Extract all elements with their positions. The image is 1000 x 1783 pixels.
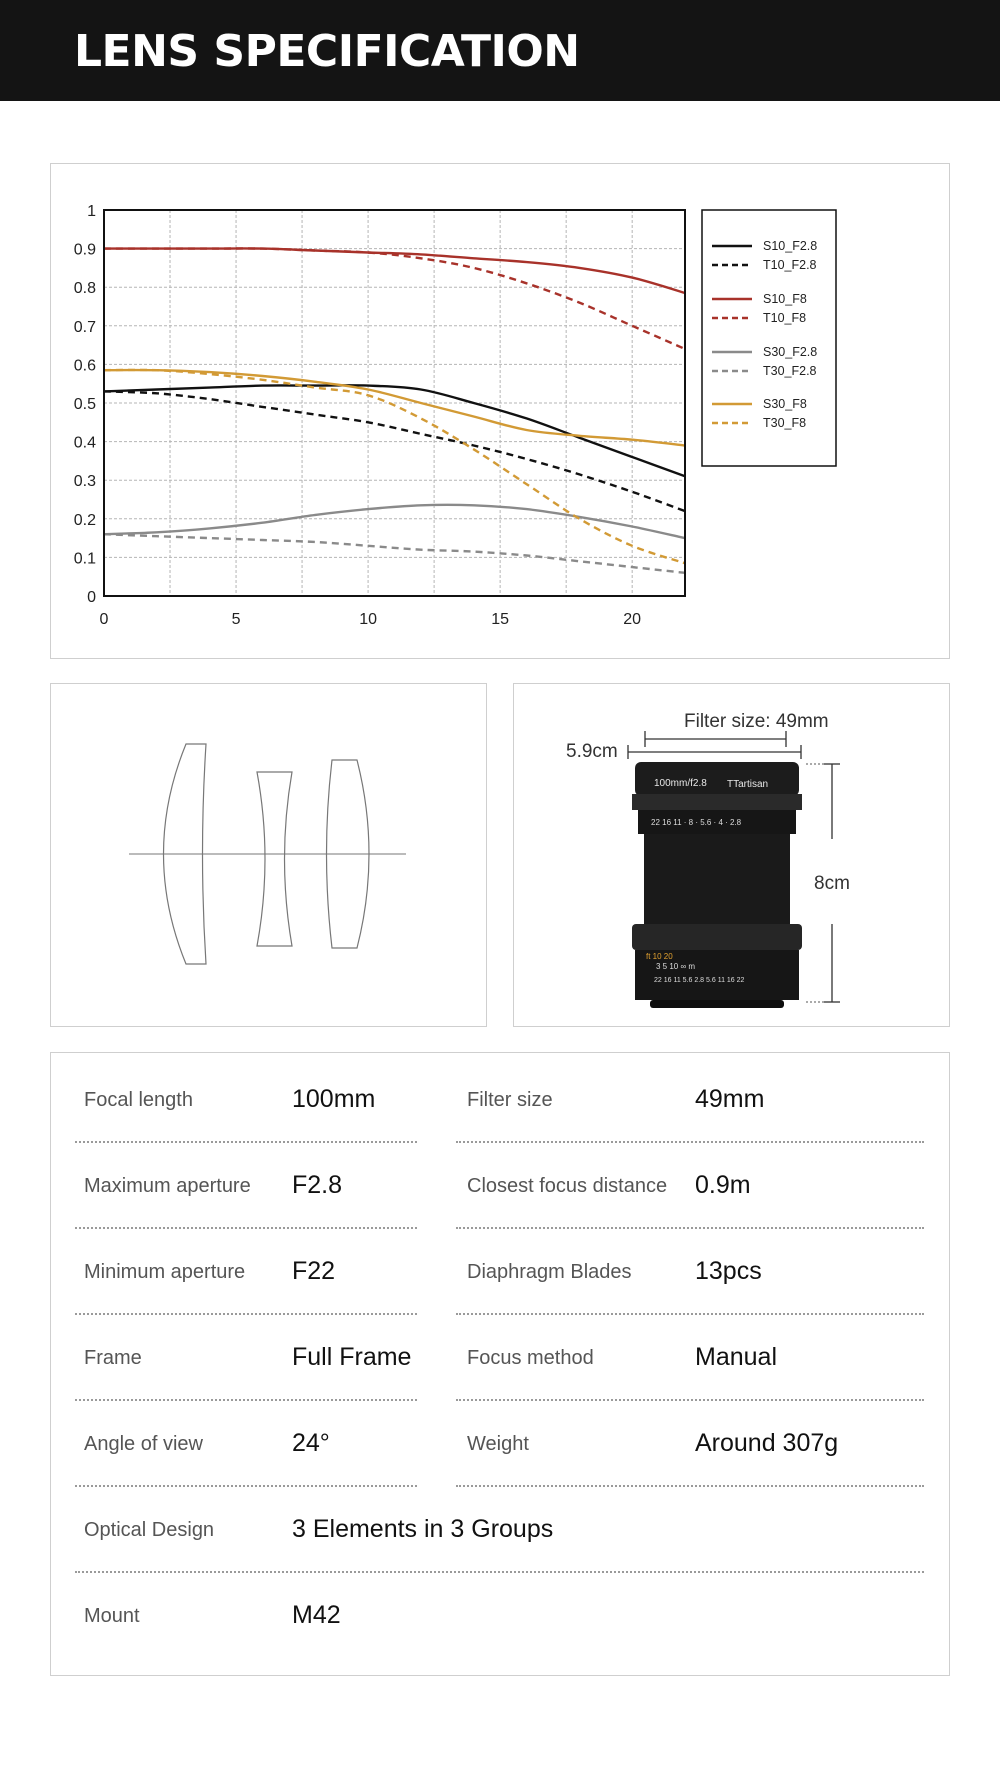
focus-scale-meters: 3 5 10 ∞ m	[656, 962, 696, 971]
depth-of-field-scale: 22 16 11 5.6 2.8 5.6 11 16 22	[654, 977, 745, 984]
y-tick-label: 0.2	[73, 511, 96, 529]
spec-label-diaphragm-blades: Diaphragm Blades	[467, 1261, 632, 1283]
spec-label-minimum-aperture: Minimum aperture	[84, 1261, 246, 1283]
series-line-t10_f2-8	[104, 391, 685, 511]
x-axis-ticks	[100, 611, 642, 628]
spec-label-angle-of-view: Angle of view	[84, 1433, 203, 1455]
spec-value-filter-size: 49mm	[695, 1085, 765, 1113]
filter-size-dimension-label: Filter size: 49mm	[684, 711, 829, 732]
optical-construction-diagram	[51, 684, 485, 1025]
legend-label: S30_F8	[763, 397, 807, 411]
page-title: LENS SPECIFICATION	[74, 26, 580, 77]
focus-scale-feet: ft 10 20	[646, 952, 673, 961]
spec-value-closest-focus: 0.9m	[695, 1171, 751, 1199]
spec-label-weight: Weight	[467, 1433, 529, 1455]
y-tick-label: 0.8	[73, 280, 96, 298]
row-divider	[75, 1399, 417, 1401]
spec-label-focus-method: Focus method	[467, 1347, 594, 1369]
lens-element-2	[257, 772, 292, 946]
barrel-model-text: 100mm/f2.8	[654, 778, 707, 789]
y-tick-label: 0.9	[73, 241, 96, 259]
row-divider	[75, 1141, 417, 1143]
spec-label-frame: Frame	[84, 1347, 142, 1369]
x-tick-label: 10	[359, 611, 377, 628]
lens-dimension-illustration	[514, 684, 948, 1025]
lens-barrel	[644, 834, 790, 934]
row-divider	[456, 1399, 924, 1401]
legend-label: T30_F2.8	[763, 364, 817, 378]
y-tick-label: 0.4	[73, 434, 96, 452]
series-line-s30_f8	[104, 370, 685, 445]
spec-value-optical-design: 3 Elements in 3 Groups	[292, 1515, 554, 1543]
row-divider	[75, 1571, 924, 1573]
spec-label-filter-size: Filter size	[467, 1089, 553, 1111]
row-divider	[75, 1313, 417, 1315]
spec-label-closest-focus: Closest focus distance	[467, 1175, 668, 1197]
legend-label: S30_F2.8	[763, 345, 818, 359]
width-dimension-label: 5.9cm	[566, 741, 618, 762]
row-divider	[456, 1313, 924, 1315]
y-tick-label: 1	[87, 203, 96, 220]
legend-label: T30_F8	[763, 416, 807, 430]
aperture-scale-text: 22 16 11 · 8 · 5.6 · 4 · 2.8	[651, 818, 742, 827]
series-line-t30_f8	[104, 370, 685, 563]
y-tick-label: 0.7	[73, 318, 96, 336]
chart-legend	[702, 210, 836, 466]
y-tick-label: 0.3	[73, 473, 96, 491]
mtf-chart-panel	[50, 163, 950, 659]
series-line-t30_f2-8	[104, 534, 685, 573]
legend-label: T10_F2.8	[763, 258, 817, 272]
spec-value-maximum-aperture: F2.8	[292, 1171, 343, 1199]
x-tick-label: 5	[231, 611, 241, 628]
x-tick-label: 20	[623, 611, 642, 628]
spec-value-focus-method: Manual	[695, 1343, 777, 1371]
spec-label-optical-design: Optical Design	[84, 1519, 215, 1541]
spec-value-frame: Full Frame	[292, 1343, 412, 1371]
spec-table	[50, 1052, 950, 1676]
header-bar	[0, 0, 1000, 101]
legend-label: T10_F8	[763, 311, 807, 325]
spec-label-mount: Mount	[84, 1605, 140, 1627]
series-line-t10_f8	[104, 248, 685, 349]
y-tick-label: 0.6	[73, 357, 96, 375]
focus-ring	[632, 924, 802, 950]
spec-value-focal-length: 100mm	[292, 1085, 376, 1113]
chart-series	[104, 248, 685, 572]
height-dimension-label: 8cm	[814, 873, 850, 894]
row-divider	[456, 1141, 924, 1143]
mtf-chart	[51, 164, 948, 657]
lens-mount	[650, 1000, 784, 1008]
lens-grip-upper	[632, 794, 802, 810]
row-divider	[456, 1485, 924, 1487]
legend-label: S10_F2.8	[763, 239, 818, 253]
legend-label: S10_F8	[763, 292, 807, 306]
spec-value-weight: Around 307g	[695, 1429, 839, 1457]
spec-value-angle-of-view: 24°	[292, 1429, 330, 1457]
x-tick-label: 15	[491, 611, 510, 628]
spec-value-minimum-aperture: F22	[292, 1257, 336, 1285]
series-line-s10_f2-8	[104, 385, 685, 476]
row-divider	[456, 1227, 924, 1229]
row-divider	[75, 1485, 417, 1487]
lens-photo-panel	[513, 683, 950, 1027]
y-tick-label: 0.1	[73, 550, 96, 568]
x-tick-label: 0	[99, 611, 109, 628]
y-tick-label: 0.5	[73, 396, 96, 413]
spec-label-maximum-aperture: Maximum aperture	[84, 1175, 251, 1197]
row-divider	[75, 1227, 417, 1229]
barrel-brand-text: TTartisan	[727, 779, 769, 790]
lens-body	[632, 762, 802, 1008]
spec-value-diaphragm-blades: 13pcs	[695, 1257, 762, 1285]
y-tick-label: 0	[87, 589, 96, 606]
optical-diagram-panel	[50, 683, 487, 1027]
y-axis-ticks	[74, 203, 96, 606]
spec-value-mount: M42	[292, 1601, 341, 1629]
spec-label-focal-length: Focal length	[84, 1089, 193, 1111]
series-line-s30_f2-8	[104, 505, 685, 538]
